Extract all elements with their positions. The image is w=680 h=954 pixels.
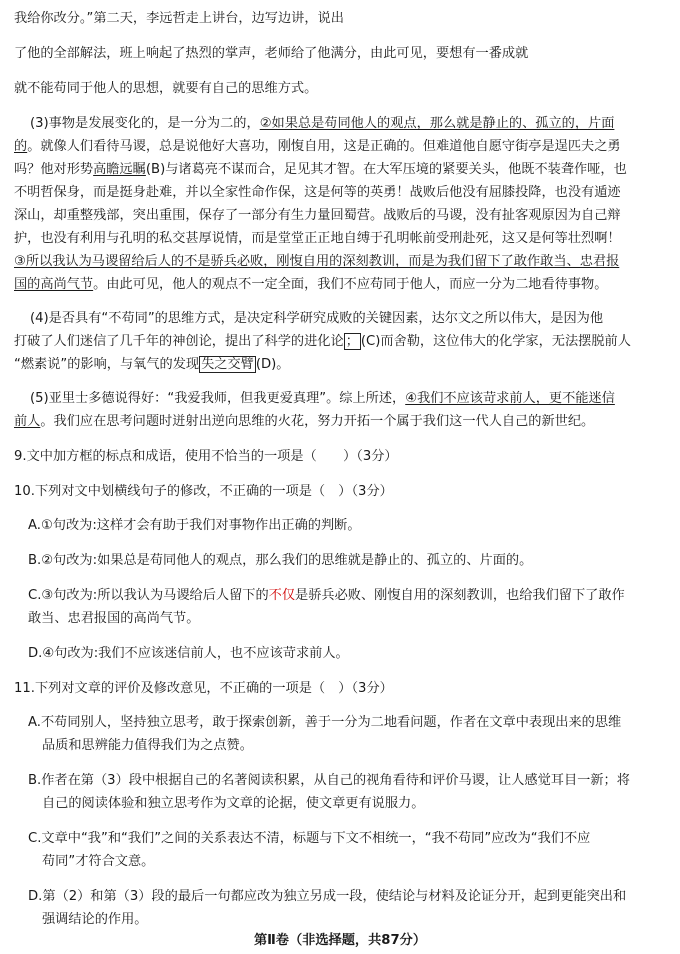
q10-option-d[interactable]: D.④句改为:我们不应该迷信前人，也不应该苛求前人。 <box>28 646 349 661</box>
question-9: 9.文中加方框的标点和成语，使用不恰当的一项是（ ）（3分） <box>14 449 398 464</box>
q11-option-b[interactable]: B.作者在第（3）段中根据自己的名著阅读积累，从自己的视角看待和评价马谡，让人感觉耳目一新；将 <box>28 773 630 788</box>
boxed-punctuation-c: ； <box>345 334 359 349</box>
p3-line-2 <box>14 134 621 159</box>
q10-option-b[interactable]: B.②句改为:如果总是苟同他人的观点，那么我们的思维就是静止的、孤立的、片面的。 <box>28 553 533 568</box>
carry-line-1: 我给你改分。”第二天，李远哲走上讲台，边写边讲，说出 <box>14 11 344 26</box>
q11-option-d[interactable]: D.第（2）和第（3）段的最后一句都应改为独立另成一段，使结论与材料及论证分开，起到更能突出和 <box>28 889 627 904</box>
q11-option-c[interactable]: C.文章中“我”和“我们”之间的关系表达不清，标题与下文不相统一，“我不苟同”应改为“我们不应 <box>28 831 591 846</box>
p3-text: 。由此可见，他人的观点不一定全面，我们不应苟同于他人，而应一分为二地看待事物。 <box>93 277 608 292</box>
p5-line-1 <box>30 386 615 411</box>
p3-line-8 <box>14 272 607 297</box>
p3-line-5: 深山，却重整残部，突出重围，保存了一部分有生力量回蜀营。战败后的马谡，没有扯客观原因为自己辩 <box>14 208 621 223</box>
p3-text: (3)事物是发展变化的，是一分为二的， <box>30 116 260 131</box>
q10-c-text: 是骄兵必败、刚愎自用的深刻教训，也给我们留下了敢作 <box>295 588 625 603</box>
p4-text: 打破了人们迷信了几千年的神创论，提出了科学的进化论 <box>14 334 344 349</box>
q11-option-b-cont: 自己的阅读体验和独立思考作为文章的论据，使文章更有说服力。 <box>42 796 425 811</box>
q11-option-a[interactable]: A.不苟同别人，坚持独立思考，敢于探索创新，善于一分为二地看问题，作者在文章中表现出来的思维 <box>28 715 622 730</box>
p4-text: (C)而舍勒，这位伟大的化学家，无法摆脱前人 <box>360 334 631 349</box>
carry-line-3: 就不能苟同于他人的思想，就要有自己的思维方式。 <box>14 81 318 96</box>
p3-line-4: 不明哲保身，而是挺身赴难，并以全家性命作保，这是何等的英勇！战败后他没有屈膝投降，也没有遁迹 <box>14 185 621 200</box>
underlined-sentence-4-end: 前人 <box>14 414 41 429</box>
p3-text: 吗？他对形势 <box>14 162 94 177</box>
q11-option-d-cont: 强调结论的作用。 <box>42 912 148 927</box>
p5-text: 。我们应在思考问题时迸射出逆向思维的火花，努力开拓一个属于我们这一代人自己的新世纪。 <box>40 414 595 429</box>
p5-text: (5)亚里士多德说得好：“我爱我师，但我更爱真理”。综上所述， <box>30 391 406 406</box>
marked-idiom-b: 高瞻远瞩 <box>93 162 146 177</box>
p4-text: (D)。 <box>255 357 290 372</box>
p4-line-1: (4)是否具有“不苟同”的思维方式，是决定科学研究成败的关键因素，达尔文之所以伟大，是因为他 <box>30 311 604 326</box>
q11-option-a-cont: 品质和思辨能力值得我们为之点赞。 <box>42 738 253 753</box>
p3-line-3 <box>14 157 627 182</box>
q10-c-highlight: 不仅 <box>268 588 296 603</box>
q10-option-c-cont: 敢当、忠君报国的高尚气节。 <box>28 611 200 626</box>
q10-option-c[interactable] <box>28 583 625 608</box>
question-11-stem: 11.下列对文章的评价及修改意见，不正确的一项是（ ）（3分） <box>14 681 393 696</box>
section-title: 第Ⅱ卷（非选择题，共87分） <box>253 933 427 948</box>
boxed-idiom-d: 失之交臂 <box>201 357 254 372</box>
p3-text: (B)与诸葛亮不谋而合，足见其才智。在大军压境的紧要关头，他既不装聋作哑，也 <box>145 162 627 177</box>
underlined-sentence-2: ②如果总是苟同他人的观点，那么就是静止的、孤立的，片面 <box>259 116 615 131</box>
p4-text: “燃素说”的影响，与氧气的发现 <box>14 357 200 372</box>
p4-line-2 <box>14 329 631 354</box>
p3-line-6: 护，也没有利用与孔明的私交甚厚说情，而是堂堂正正地自缚于孔明帐前受刑赴死，这又是何等壮烈啊！ <box>14 231 621 246</box>
carry-line-2: 了他的全部解法，班上响起了热烈的掌声，老师给了他满分，由此可见，要想有一番成就 <box>14 46 529 61</box>
underlined-sentence-3-end: 国的高尚气节 <box>14 277 94 292</box>
underlined-sentence-4: ④我们不应该苛求前人，更不能迷信 <box>405 391 615 406</box>
underlined-sentence-3: ③所以我认为马谡留给后人的不是骄兵必败，刚愎自用的深刻教训，而是为我们留下了敢作敢当、忠君报 <box>14 254 620 269</box>
underlined-sentence-2-end: 的 <box>14 139 28 154</box>
q10-option-a[interactable]: A.①句改为:这样才会有助于我们对事物作出正确的判断。 <box>28 518 361 533</box>
p4-line-3 <box>14 352 290 377</box>
q10-c-text: C.③句改为:所以我认为马谡给后人留下的 <box>28 588 269 603</box>
p5-line-2 <box>14 409 594 434</box>
p3-text: 。就像人们看待马谡，总是说他好大喜功，刚愎自用，这是正确的。但难道他自愿守街亭是逞匹夫之勇 <box>27 139 621 154</box>
q11-option-c-cont: 苟同”才符合文意。 <box>42 854 155 869</box>
question-10-stem: 10.下列对文中划横线句子的修改，不正确的一项是（ ）（3分） <box>14 484 393 499</box>
p3-line-1 <box>30 111 614 136</box>
